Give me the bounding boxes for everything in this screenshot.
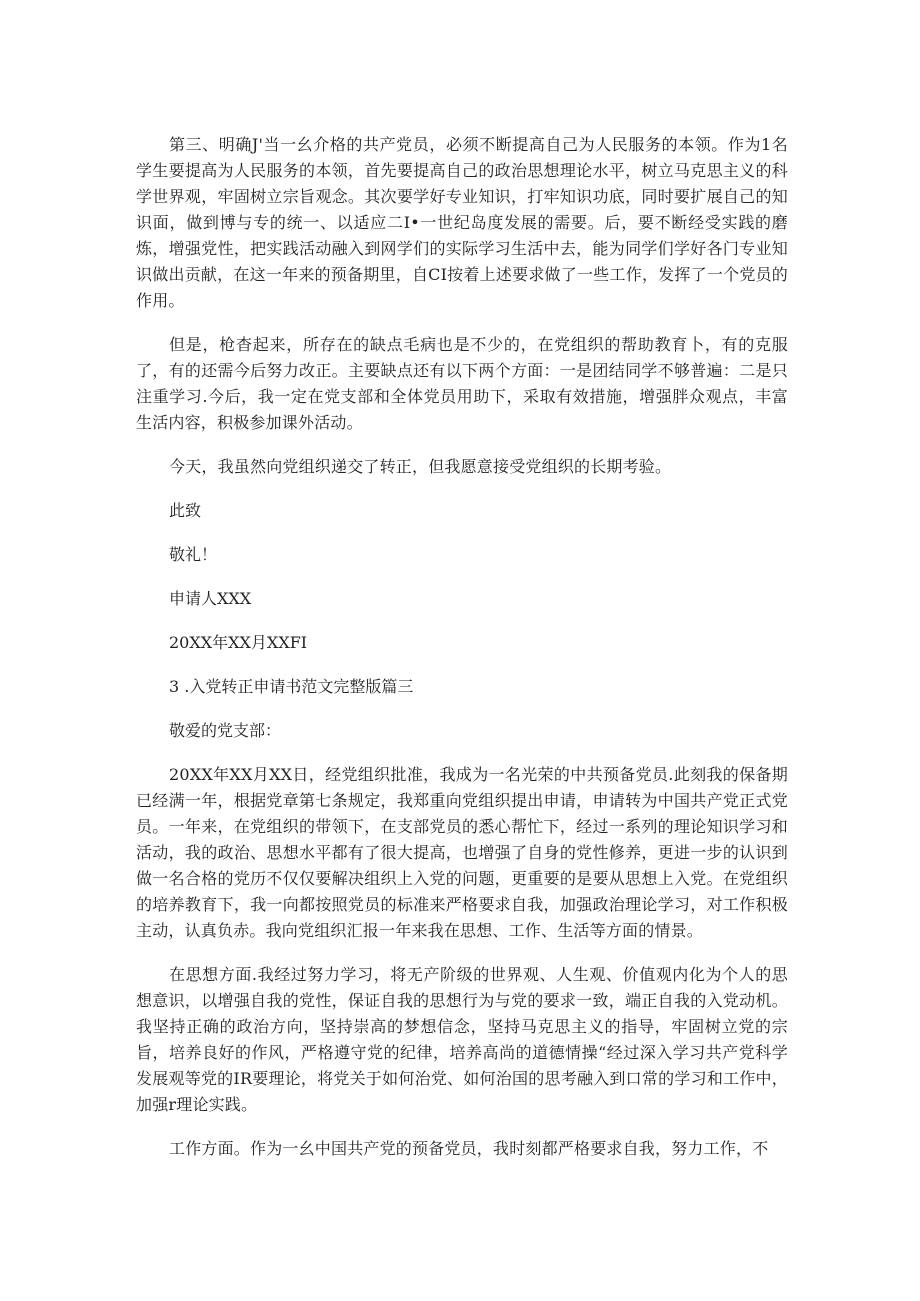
applicant-signature: 申请人XXX [169,589,252,608]
paragraph-study-requirements: 第三、明确J'当一幺介格的共产党员，必须不断提高自己为人民服务的本领。作为1名学生要提高为人民服务的本领，首先要提高自己的政治思想理论水平，树立马克思主义的科学世界观，牢固树立宗旨观念。其次要学好专业知识，打牢知识功底，同时要扩展自己的知识面，做到博与专的统一、以适应二I•一世纪岛度发展的需要。后，要不断经受实践的磨炼，增强党性，把实践活动融入到网学们的实际学习生活中去，能为同学们学好各门专业知识做出贡献，在这一年来的预备期里，自CI按着上述要求做了一些工作，发挥了一个党员的作用。 [136,135,788,310]
paragraph-shortcomings: 但是，枪杳起来，所存在的缺点毛病也是不少的，在党组织的帮助教育卜，有的克服了，有的还需今后努力改正。主要缺点还有以下两个方面：一是团结同学不够普遍：二是只注重学习.今后，我一定在党支部和全体党员用助下，采取有效措施，增强胖众观点，丰富生活内容，积极参加课外活动。 [136,335,788,432]
signature-date: 20XX年XX月XXFI [169,633,308,652]
paragraph-acceptance: 今天，我虽然向党组织递交了转正，但我愿意接受党组织的长期考验。 [169,457,672,476]
section-heading: 3 .入党转正申请书范文完整版篇三 [169,677,414,696]
salutation: 敬爱的党支部： [169,721,282,740]
paragraph-work: 工作方面。作为一幺中国共产党的预备党员，我时刻都严格要求自我，努力工作，不 [169,1139,769,1158]
document-page [136,132,788,1180]
closing-salute: 敬礼！ [169,545,218,564]
paragraph-probation-summary: 20XX年XX月XX日，经党组织批准，我成为一名光荣的中共预备党员.此刻我的保备期已经满一年，根据党章第七条规定，我郑重向党组织提出申请，申请转为中国共产党正式党员。一年来，在党组织的带领下，在支部党员的悉心帮忙下，经过一系列的理论知识学习和活动，我的政治、思想水平都有了很大提高，也增强了自身的党性修养，更进一步的认识到做一名合格的党历不仅仅要解决组织上入党的问题，更重要的是要从思想上入党。在党组织的培养教育下，我一向都按照党员的标准来严格要求自我，加强政治理论学习，对工作积极主动，认真负赤。我向党组织汇报一年来我在思想、工作、生活等方面的情景。 [136,765,788,940]
closing-greeting: 此致 [169,501,202,520]
paragraph-ideology: 在思想方面.我经过努力学习，将无产阶级的世界观、人生观、价值观内化为个人的思想意识，以增强自我的党性，保证自我的思想行为与党的要求一致，端正自我的入党动机。我坚持正确的政治方向，坚持崇高的梦想信念，坚持马克思主义的指导，牢固树立党的宗旨，培养良好的作风，严格遵守党的纪律，培养高尚的道德情操“经过深入学习共产党科学发展观等党的IR要理论，将党关于如何治党、如何治国的思考融入到口常的学习和工作中，加强r理论实践。 [136,965,788,1114]
